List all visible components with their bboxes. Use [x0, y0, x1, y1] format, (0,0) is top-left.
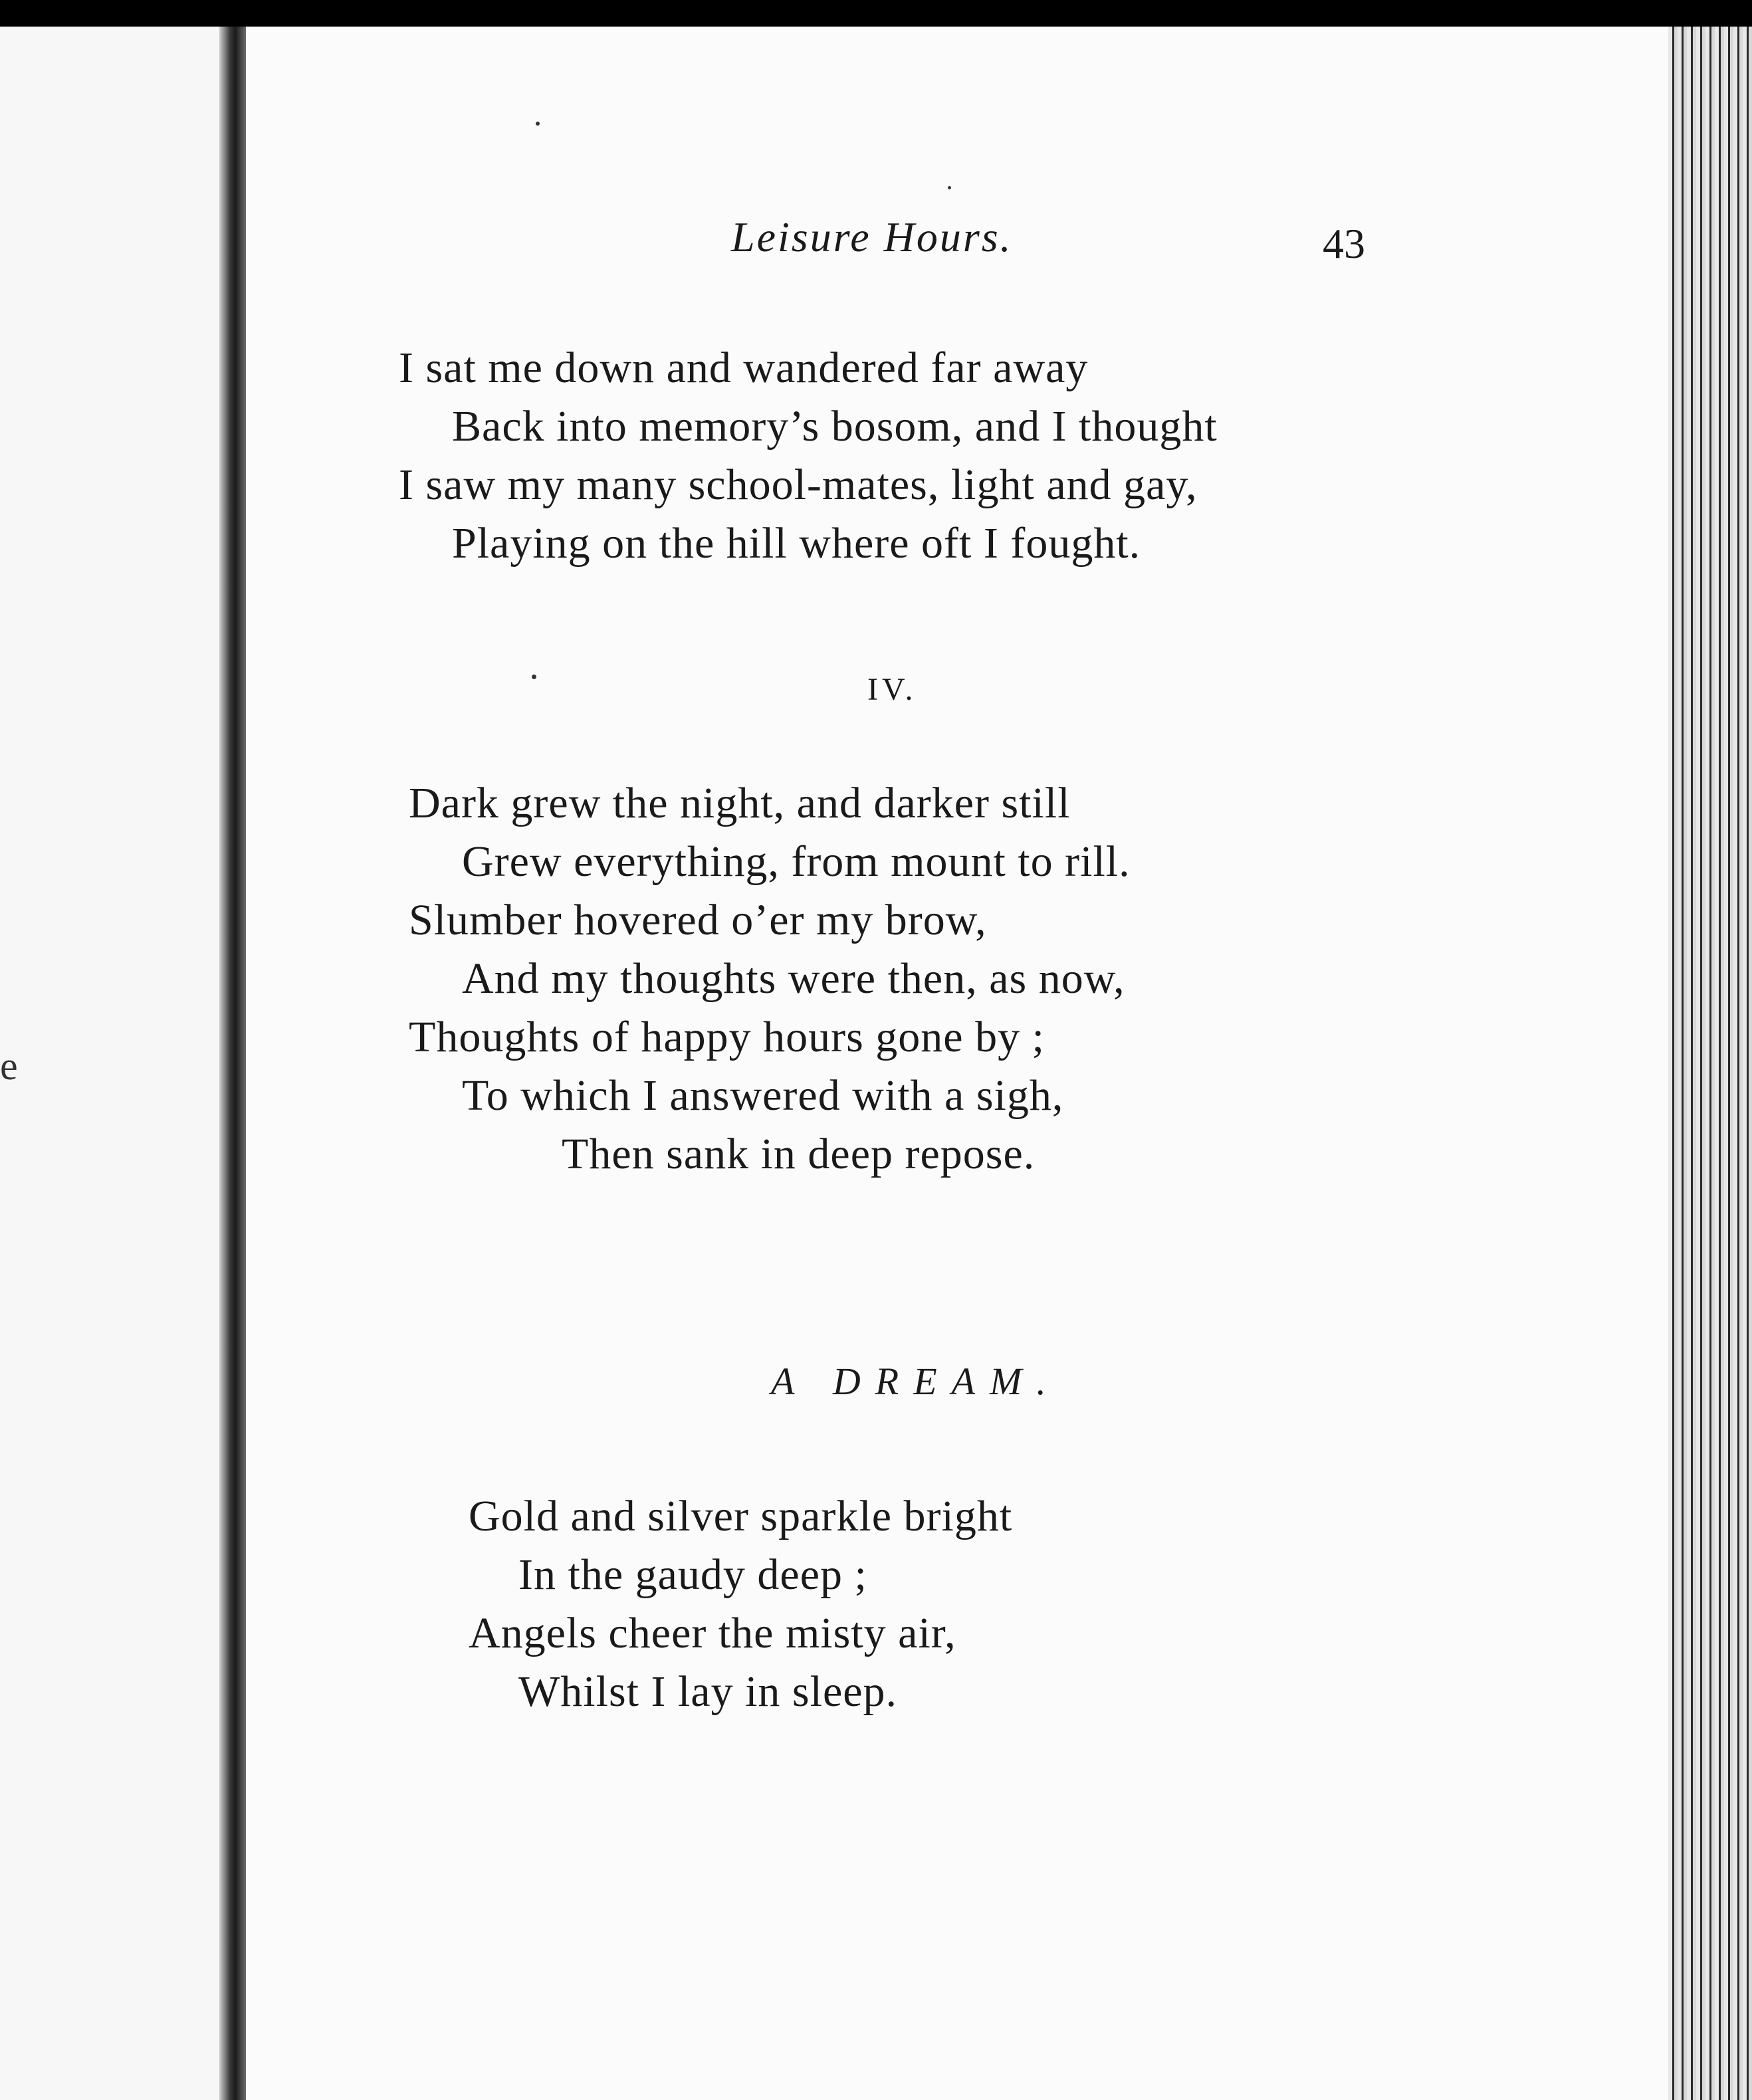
left-page [0, 27, 226, 2100]
verse-line: Thoughts of happy hours gone by ; [409, 1013, 1045, 1061]
verse-line: Gold and silver sparkle bright [469, 1492, 1013, 1540]
stanza-1 [399, 339, 1218, 573]
print-speck [532, 675, 536, 679]
stanza-2 [409, 774, 1131, 1184]
page-edges [1668, 27, 1752, 2100]
verse-line: Playing on the hill where oft I fought. [452, 519, 1141, 568]
verse-line: Then sank in deep repose. [562, 1130, 1036, 1178]
page-number: 43 [1323, 220, 1365, 267]
running-header: Leisure Hours. [731, 213, 1013, 261]
verse-line: Grew everything, from mount to rill. [462, 837, 1131, 886]
verse-line: Slumber hovered o’er my brow, [409, 896, 987, 944]
verse-line: I sat me down and wandered far away [399, 344, 1089, 392]
verse-line: Dark grew the night, and darker still [409, 779, 1071, 827]
section-numeral: IV. [867, 672, 917, 707]
verse-line: Back into memory’s bosom, and I thought [452, 402, 1218, 451]
print-speck [948, 186, 951, 189]
print-speck [536, 122, 540, 126]
left-page-text-fragment: e [0, 1044, 18, 1088]
verse-line: To which I answered with a sigh, [462, 1071, 1064, 1120]
verse-line: And my thoughts were then, as now, [462, 954, 1125, 1003]
stanza-3 [469, 1487, 1012, 1721]
verse-line: I saw my many school-mates, light and gay, [399, 461, 1198, 509]
verse-line: In the gaudy deep ; [518, 1550, 867, 1599]
verse-line: Whilst I lay in sleep. [518, 1667, 898, 1716]
poem-title: A DREAM. [771, 1360, 1061, 1403]
verse-line: Angels cheer the misty air, [469, 1609, 956, 1657]
book-gutter [219, 27, 246, 2100]
